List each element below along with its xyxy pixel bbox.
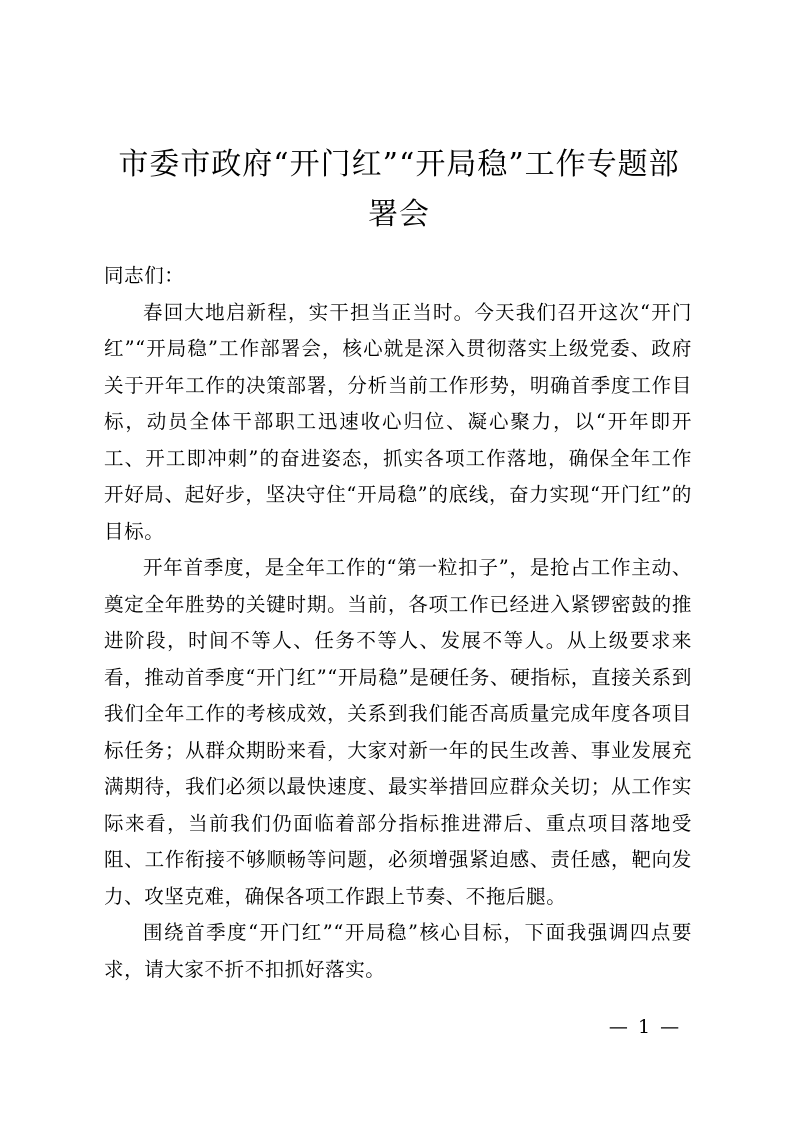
paragraph-3: 围绕首季度“开门红”“开局稳”核心目标，下面我强调四点要求，请大家不折不扣抓好落实。 (104, 921, 692, 981)
document-body (104, 258, 692, 988)
page-number: — 1 — (608, 1016, 682, 1038)
salutation: 同志们： (104, 264, 185, 287)
document-title: 市委市政府“开门红”“开局稳”工作专题部署会 (118, 147, 680, 232)
paragraph-2: 开年首季度，是全年工作的“第一粒扣子”，是抢占工作主动、奠定全年胜势的关键时期。当前，各项工作已经进入紧锣密鼓的推进阶段，时间不等人、任务不等人、发展不等人。从上级要求来看，推动首季度“开门红”“开局稳”是硬任务、硬指标，直接关系到我们全年工作的考核成效，关系到我们能否高质量完成年度各项目标任务；从群众期盼来看，大家对新一年的民生改善、事业发展充满期待，我们必须以最快速度、最实举措回应群众关切；从工作实际来看，当前我们仍面临着部分指标推进滞后、重点项目落地受阻、工作衔接不够顺畅等问题，必须增强紧迫感、责任感，靶向发力、攻坚克难，确保各项工作跟上节奏、不拖后腿。 (104, 556, 692, 908)
paragraph-1: 春回大地启新程，实干担当正当时。今天我们召开这次“开门红”“开局稳”工作部署会，核心就是深入贯彻落实上级党委、政府关于开年工作的决策部署，分析当前工作形势，明确首季度工作目标，动员全体干部职工迅速收心归位、凝心聚力，以“开年即开工、开工即冲刺”的奋进姿态，抓实各项工作落地，确保全年工作开好局、起好步，坚决守住“开局稳”的底线，奋力实现“开门红”的目标。 (104, 300, 692, 543)
